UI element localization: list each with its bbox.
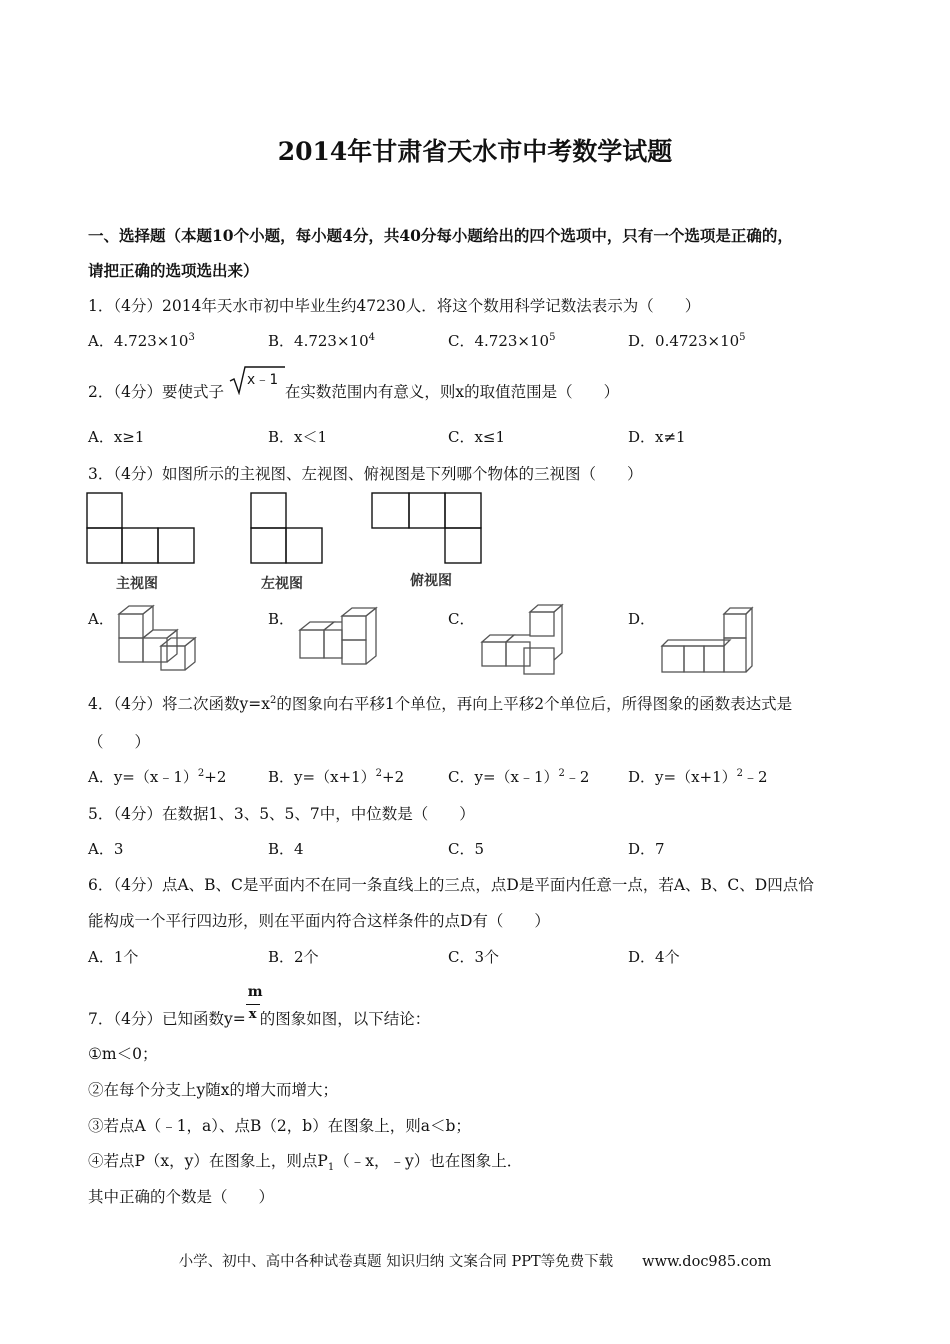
q4-option-d: D．$y=(x+1)^2﹣2$	[628, 768, 768, 786]
q3-option-b-solid	[296, 602, 391, 677]
fraction-bar	[246, 1004, 260, 1005]
q3-option-a-solid	[115, 602, 210, 677]
q2-option-d: D．x≠1	[628, 428, 686, 446]
left-view-caption: 左视图	[261, 576, 303, 592]
q4-option-a: A．y=（x﹣1）$^2$+2	[88, 768, 227, 786]
front-view-caption: 主视图	[116, 576, 158, 592]
q2-option-a: A．x≥1	[88, 428, 145, 446]
q1-stem: 1．（4分）2014年天水市初中毕业生约47230人．将这个数用科学记数法表示为（ ）	[88, 297, 701, 315]
q3-option-c-solid	[478, 602, 573, 677]
q1-option-a: A．$4.723\times 10^3$	[88, 332, 195, 350]
q3-option-d-solid	[658, 602, 758, 677]
q6-stem-line1: 6．（4分）点A、B、C是平面内不在同一条直线上的三点，点D是平面内任意一点，若A、B、C、D四点恰	[88, 876, 814, 894]
q4-stem: 4．（4分）将二次函数$y=x^2$的图象向右平移1个单位，再向上平移2个单位后，所得图象的函数表达式是	[88, 694, 793, 713]
q5-option-a: A．3	[88, 840, 124, 858]
q6-option-b: B．2个	[268, 948, 319, 966]
q5-option-c: C．5	[448, 840, 485, 858]
q6-option-c: C．3个	[448, 948, 500, 966]
q7-statement-1: ①m＜0；	[88, 1045, 158, 1063]
q7-statement-4: ④若点P（x，y）在图象上，则点$P_1(﹣x$，﹣y）也在图象上．	[88, 1152, 523, 1174]
q1-option-d: D．$0.4723\times 10^5$	[628, 332, 746, 350]
left-view-figure	[250, 492, 325, 567]
q1-option-b: B．$4.723\times 10^4$	[268, 332, 375, 350]
q5-option-d: D．7	[628, 840, 665, 858]
section-heading-line1: 一、选择题（本题10个小题，每小题4分，共40分每小题给出的四个选项中，只有一个选项是正确的，	[88, 226, 793, 245]
q3-option-b-label: B．	[268, 610, 295, 628]
q6-stem-line2: 能构成一个平行四边形，则在平面内符合这样条件的点D有（ ）	[88, 912, 550, 930]
top-view-caption: 俯视图	[410, 573, 452, 589]
fraction-denominator: x	[248, 1007, 257, 1022]
q2-stem: 2．（4分）要使式子 x﹣1 在实数范围内有意义，则x的取值范围是（ ）	[88, 380, 619, 403]
q3-option-d-label: D．	[628, 610, 656, 628]
q4-answer-paren: （ ）	[88, 733, 151, 751]
q7-stem: 7．（4分）已知函数y= $\frac{m}{x}$ 的图象如图，以下结论：	[88, 984, 431, 1028]
q3-stem: 3．（4分）如图所示的主视图、左视图、俯视图是下列哪个物体的三视图（ ）	[88, 465, 643, 483]
q1-option-c: C．$4.723\times 10^5$	[448, 332, 556, 350]
fraction-m-over-x	[246, 984, 263, 1030]
q5-stem: 5．（4分）在数据1、3、5、5、7中，中位数是（ ）	[88, 805, 475, 823]
page-title: 2014年甘肃省天水市中考数学试题	[277, 137, 673, 166]
q7-statement-2: ②在每个分支上y随x的增大而增大；	[88, 1081, 338, 1099]
q3-option-a-label: A．	[88, 610, 114, 628]
front-view-figure	[86, 492, 196, 567]
q7-statement-5: 其中正确的个数是（ ）	[88, 1188, 275, 1206]
q7-statement-3: ③若点A（﹣1，a）、点B（2，b）在图象上，则a＜b；	[88, 1117, 471, 1135]
q6-option-d: D．4个	[628, 948, 680, 966]
page-footer: 小学、初中、高中各种试卷真题 知识归纳 文案合同 PPT等免费下载 www.doc985.com	[178, 1254, 772, 1270]
top-view-figure	[371, 492, 483, 567]
q5-option-b: B．4	[268, 840, 304, 858]
section-heading-line2: 请把正确的选项选出来）	[88, 261, 259, 280]
q2-option-c: C．x≤1	[448, 428, 506, 446]
radicand: x﹣1	[246, 372, 278, 388]
q4-option-b: B．$y=(x+1)^2+2$	[268, 768, 405, 786]
sqrt-expression	[229, 372, 285, 403]
q3-option-c-label: C．	[448, 610, 475, 628]
q4-option-c: C．y=（x﹣1）$^2$﹣2	[448, 768, 590, 786]
fraction-numerator: m	[247, 984, 263, 1000]
q6-option-a: A．1个	[88, 948, 139, 966]
q2-option-b: B．x＜1	[268, 428, 328, 446]
